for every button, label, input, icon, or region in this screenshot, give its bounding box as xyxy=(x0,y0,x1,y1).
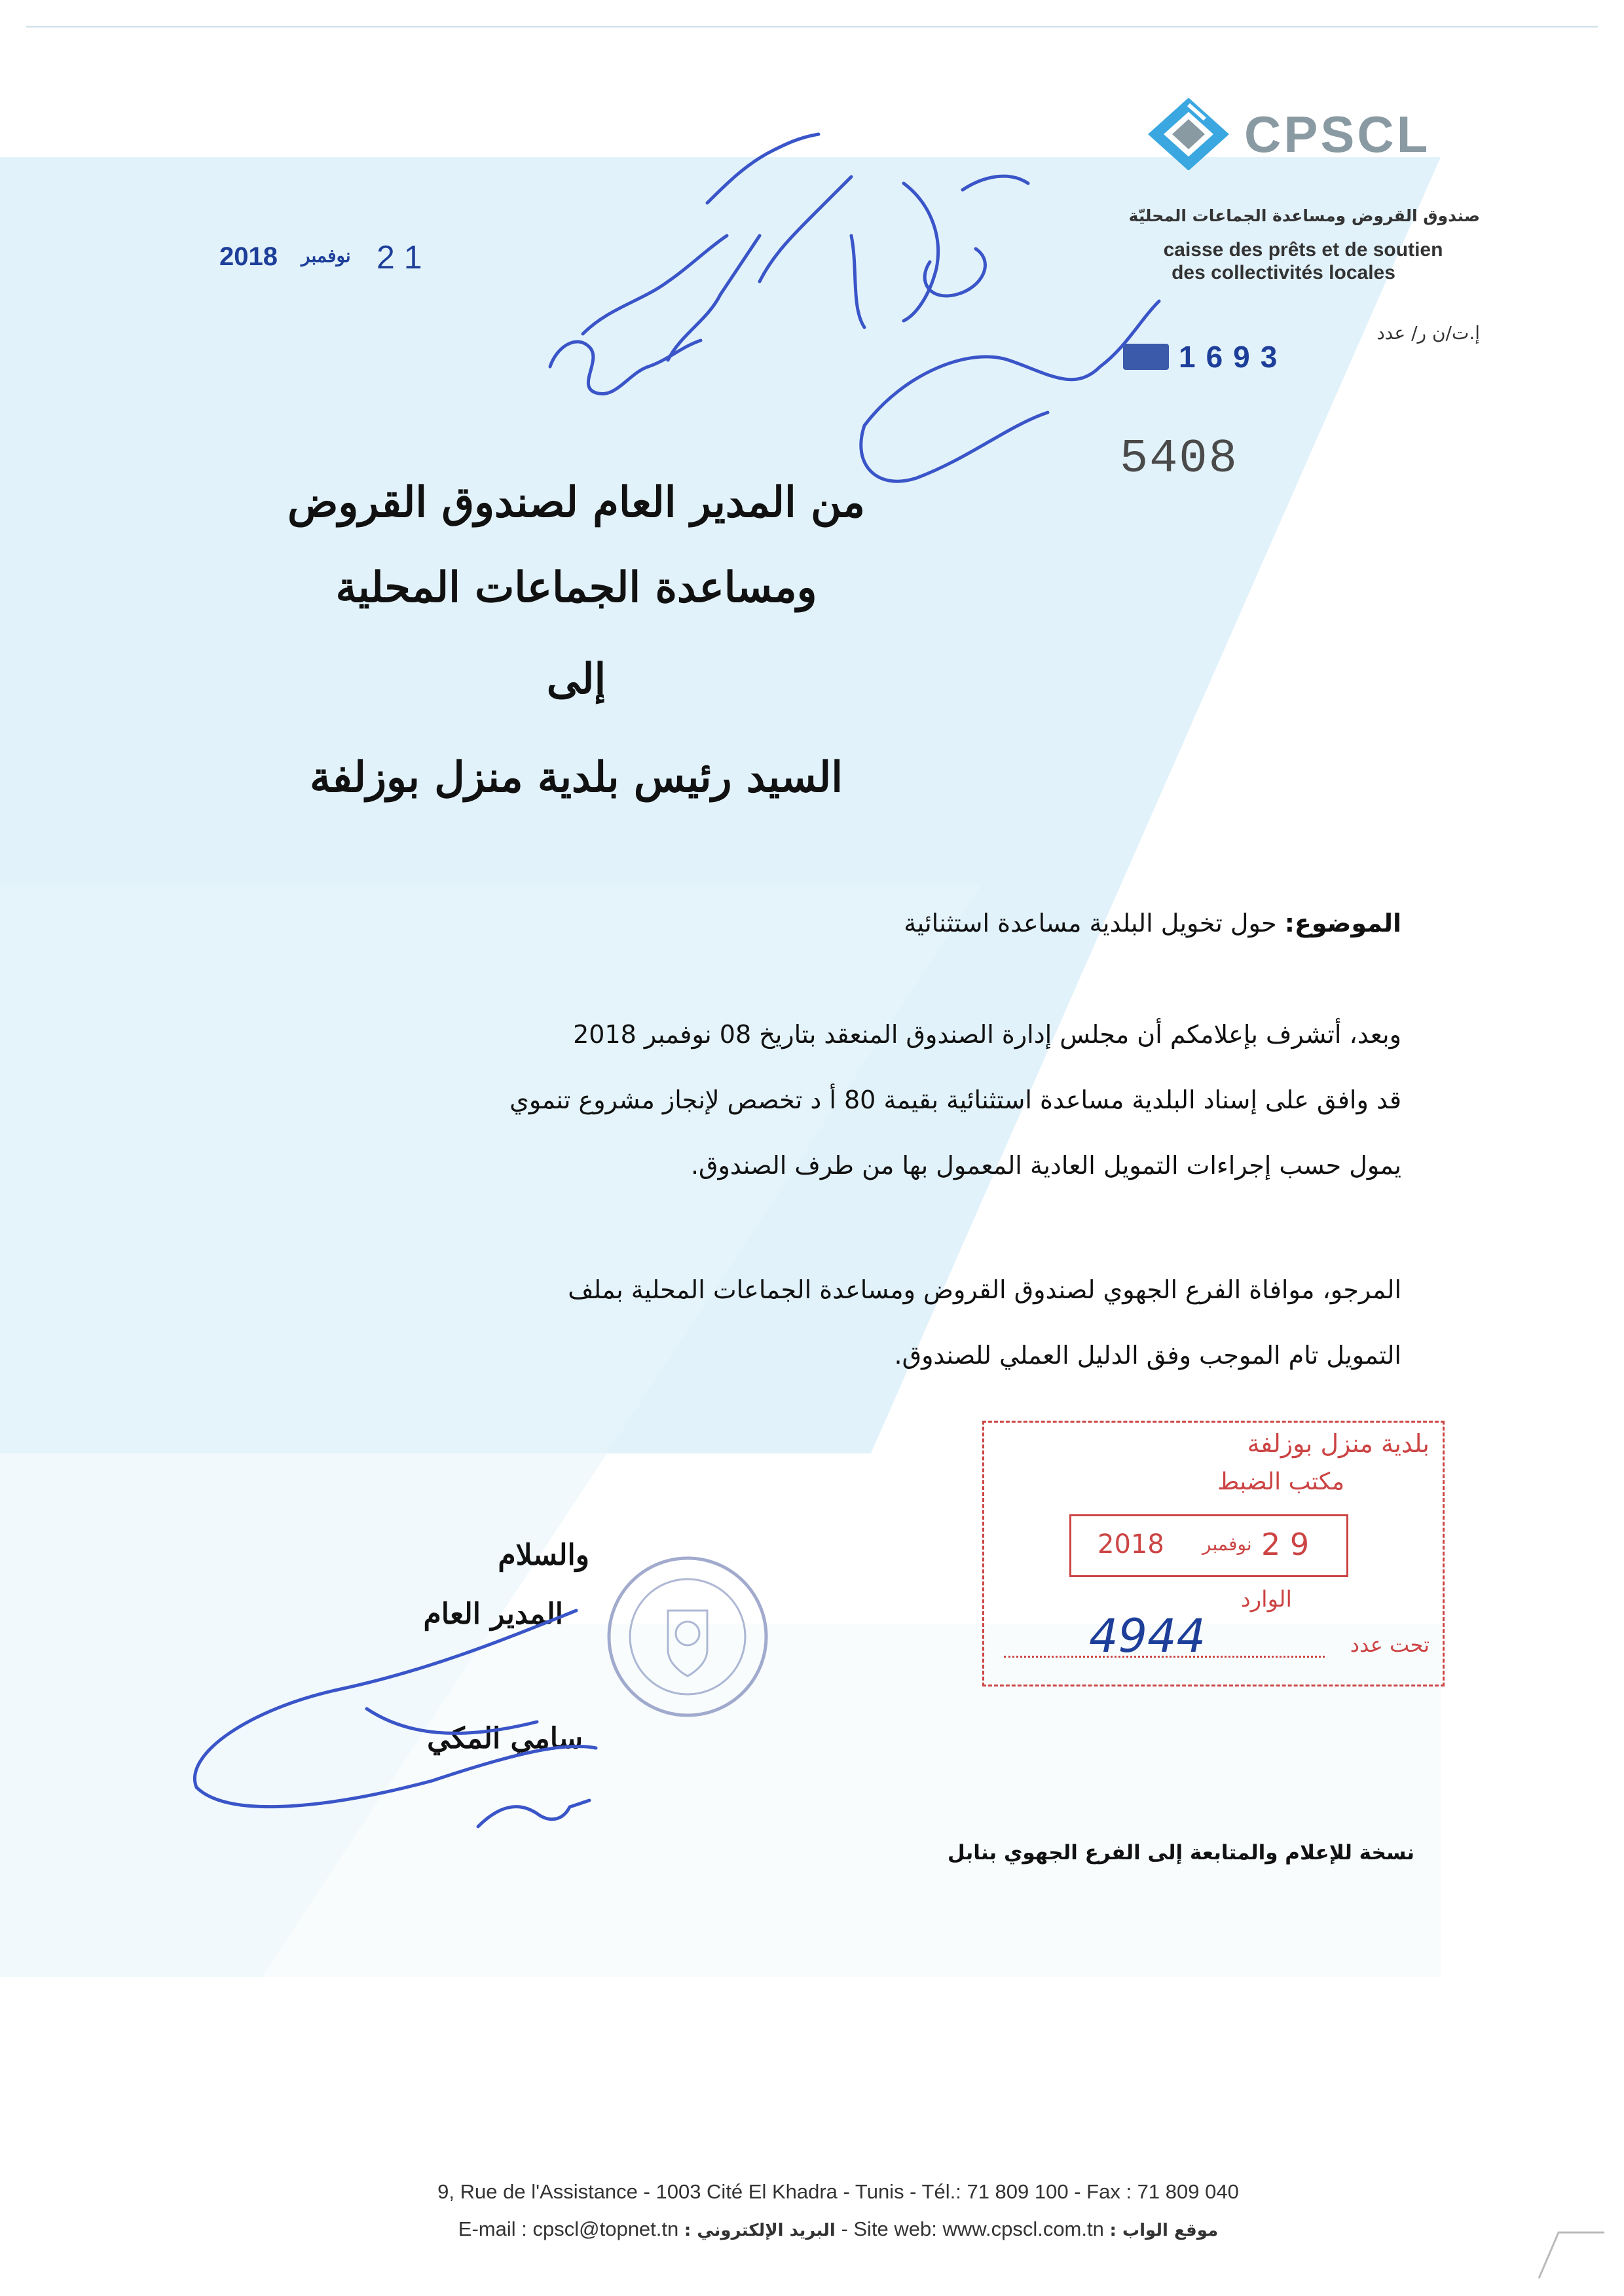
closing-salutation: والسلام xyxy=(498,1539,589,1572)
signatory-name: سامي المكي xyxy=(427,1722,583,1755)
handwritten-signature xyxy=(170,1584,825,1859)
received-stamp-incoming-label: الوارد xyxy=(1240,1586,1292,1613)
received-date-day: 2 9 xyxy=(1261,1527,1310,1562)
org-name-fr-line1: caisse des prêts et de soutien xyxy=(1163,239,1443,261)
footer-address: 9, Rue de l'Assistance - 1003 Cité El Khadra - Tunis - Tél.: 71 809 100 - Fax : 71 809 040 xyxy=(437,2180,1239,2203)
handwritten-annotation xyxy=(511,85,1166,511)
registry-stamp-number: 5408 xyxy=(1120,432,1238,486)
body-paragraph-2 xyxy=(157,1257,1401,1388)
date-month: نوفمبر xyxy=(301,246,351,266)
subject-line xyxy=(354,890,1401,956)
signatory-title: المدير العام xyxy=(423,1597,563,1631)
footer-email-label-ar: : البريد الإلكتروني xyxy=(684,2221,836,2240)
reference-label: إ.ت/ن ر/ عدد xyxy=(1376,322,1480,344)
body-p1-line1: وبعد، أتشرف بإعلامكم أن مجلس إدارة الصندوق المنعقد بتاريخ 08 نوفمبر 2018 xyxy=(573,1020,1401,1049)
received-stamp-number: 4944 xyxy=(1089,1609,1206,1663)
body-p1-line2: قد وافق على إسناد البلدية مساعدة استثنائية بقيمة 80 أ د تخصص لإنجاز مشروع تنموي xyxy=(509,1085,1401,1114)
date-day: 2 1 xyxy=(377,239,422,276)
sender-heading-line2: ومساعدة الجماعات المحلية xyxy=(335,563,817,612)
received-date-year: 2018 xyxy=(1098,1529,1164,1559)
page-corner-mark xyxy=(1532,2226,1611,2285)
copy-note: نسخة للإعلام والمتابعة إلى الفرع الجهوي بنابل xyxy=(947,1841,1414,1865)
to-heading: إلى xyxy=(546,655,606,704)
footer-contact xyxy=(262,2217,1414,2241)
footer-site-label: - Site web: xyxy=(841,2217,937,2240)
body-paragraph-1 xyxy=(157,1002,1401,1198)
subject-label: الموضوع: xyxy=(1284,909,1401,938)
footer-email-label: E-mail : xyxy=(458,2217,527,2240)
sender-heading-line1: من المدير العام لصندوق القروض xyxy=(287,478,866,527)
body-p1-line3: يمول حسب إجراءات التمويل العادية المعمول بها من طرف الصندوق. xyxy=(690,1151,1401,1180)
logo-text: CPSCL xyxy=(1244,105,1431,163)
received-stamp-number-label: تحت عدد xyxy=(1350,1632,1430,1657)
org-name-fr-line2: des collectivités locales xyxy=(1172,262,1395,283)
date-year: 2018 xyxy=(219,242,278,271)
recipient-heading: السيد رئيس بلدية منزل بوزلفة xyxy=(309,753,843,802)
top-rule xyxy=(26,26,1598,27)
body-p2-line2: التمويل تام الموجب وفق الدليل العملي للصندوق. xyxy=(894,1341,1401,1370)
body-p2-line1: المرجو، موافاة الفرع الجهوي لصندوق القروض ومساعدة الجماعات المحلية بملف xyxy=(568,1275,1401,1304)
footer-site-label-ar: : موقع الواب xyxy=(1109,2221,1219,2240)
subject-text: حول تخويل البلدية مساعدة استثنائية xyxy=(904,909,1277,938)
received-stamp-municipality: بلدية منزل بوزلفة xyxy=(1247,1429,1430,1458)
cpscl-logo xyxy=(1146,98,1454,177)
org-name-ar: صندوق القروض ومساعدة الجماعات المحليّة xyxy=(1128,206,1480,225)
outgoing-date-stamp xyxy=(219,236,442,282)
reference-number: 1693 xyxy=(1179,340,1288,374)
footer-site[interactable]: www.cpscl.com.tn xyxy=(942,2217,1104,2240)
received-stamp xyxy=(982,1421,1445,1686)
footer-email[interactable]: cpscl@topnet.tn xyxy=(532,2217,679,2240)
received-date-month: نوفمبر xyxy=(1202,1533,1252,1555)
received-stamp-date-box xyxy=(1069,1514,1348,1577)
received-stamp-office: مكتب الضبط xyxy=(1217,1468,1344,1495)
